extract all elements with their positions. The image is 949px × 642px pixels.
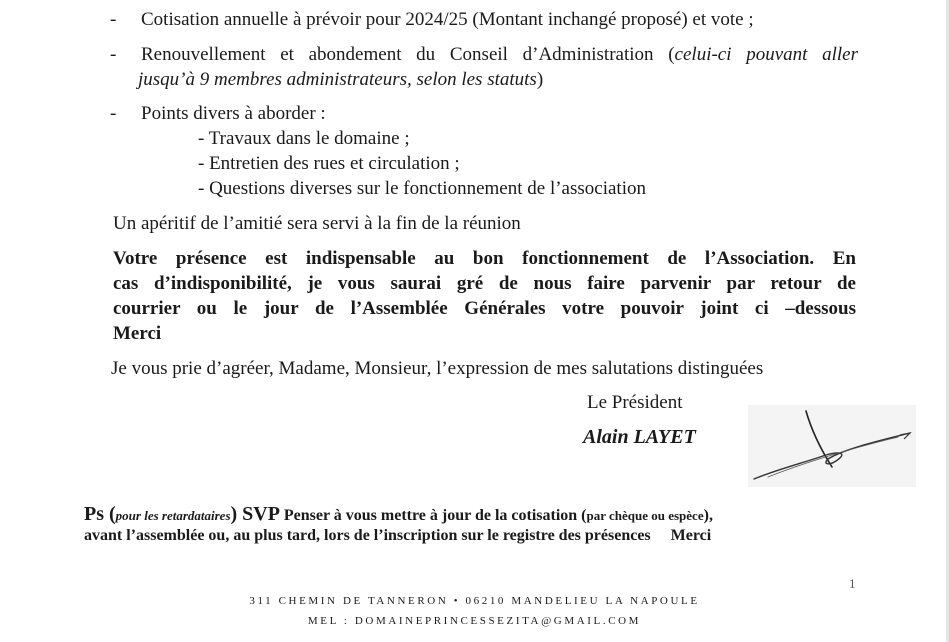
ps-line-2-text: avant l’assemblée ou, au plus tard, lors de l’inscription sur le registre des présences (84, 527, 651, 544)
ps-svp: ) SVP (230, 503, 284, 525)
ps-line-2 (84, 525, 711, 547)
ps-line-1 (84, 503, 713, 527)
agenda-item-conseil-close: ) (536, 69, 544, 90)
presence-line-4: Merci (113, 323, 162, 344)
agenda-item-conseil-note-b: jusqu’à 9 membres administrateurs, selon les statuts (138, 69, 537, 90)
signature-name: Alain LAYET (583, 426, 696, 448)
list-dash: - (110, 44, 117, 65)
presence-line-2: cas d’indisponibilité, je vous saurai gré de nous faire parvenir par retour de (113, 273, 856, 294)
agenda-item-conseil-text: Renouvellement et abondement du Conseil d’Administration ( (141, 44, 675, 65)
aperitif-notice: Un apéritif de l’amitié sera servi à la fin de la réunion (113, 213, 521, 234)
page-number: 1 (849, 576, 856, 591)
subitem-travaux: - Travaux dans le domaine ; (198, 128, 410, 149)
closing-formula: Je vous prie d’agréer, Madame, Monsieur, l’expression de mes salutations distinguées (111, 358, 764, 379)
presence-line-3: courrier ou le jour de l’Assemblée Générales votre pouvoir joint ci –dessous (113, 298, 856, 319)
subitem-entretien: - Entretien des rues et circulation ; (198, 153, 460, 174)
subitem-questions: - Questions diverses sur le fonctionnement de l’association (198, 178, 646, 199)
agenda-item-conseil-note-a: celui-ci pouvant aller (674, 44, 859, 65)
agenda-item-points-divers: Points divers à aborder : (141, 103, 326, 124)
list-dash: - (110, 103, 117, 124)
agenda-item-conseil (141, 42, 858, 67)
agenda-item-cotisation: Cotisation annuelle à prévoir pour 2024/25 (Montant inchangé proposé) et vote ; (141, 9, 754, 30)
agenda-item-conseil-line2 (138, 67, 543, 92)
footer-address: 311 CHEMIN DE TANNERON • 06210 MANDELIEU LA NAPOULE (249, 595, 700, 607)
ps-payment: par chèque ou espèce (586, 508, 704, 523)
handwritten-signature (748, 405, 916, 487)
signature-title: Le Président (587, 392, 683, 413)
ps-end: ), (703, 507, 713, 524)
list-dash: - (110, 9, 117, 30)
ps-note: pour les retardataires (115, 508, 231, 523)
ps-main: Penser à vous mettre à jour de la cotisation ( (283, 507, 587, 524)
presence-line-1: Votre présence est indispensable au bon fonctionnement de l’Association. En (113, 248, 856, 269)
footer-email: MEL : DOMAINEPRINCESSEZITA@GMAIL.COM (307, 615, 642, 627)
ps-prefix: Ps ( (84, 503, 116, 525)
ps-merci: Merci (670, 527, 712, 544)
